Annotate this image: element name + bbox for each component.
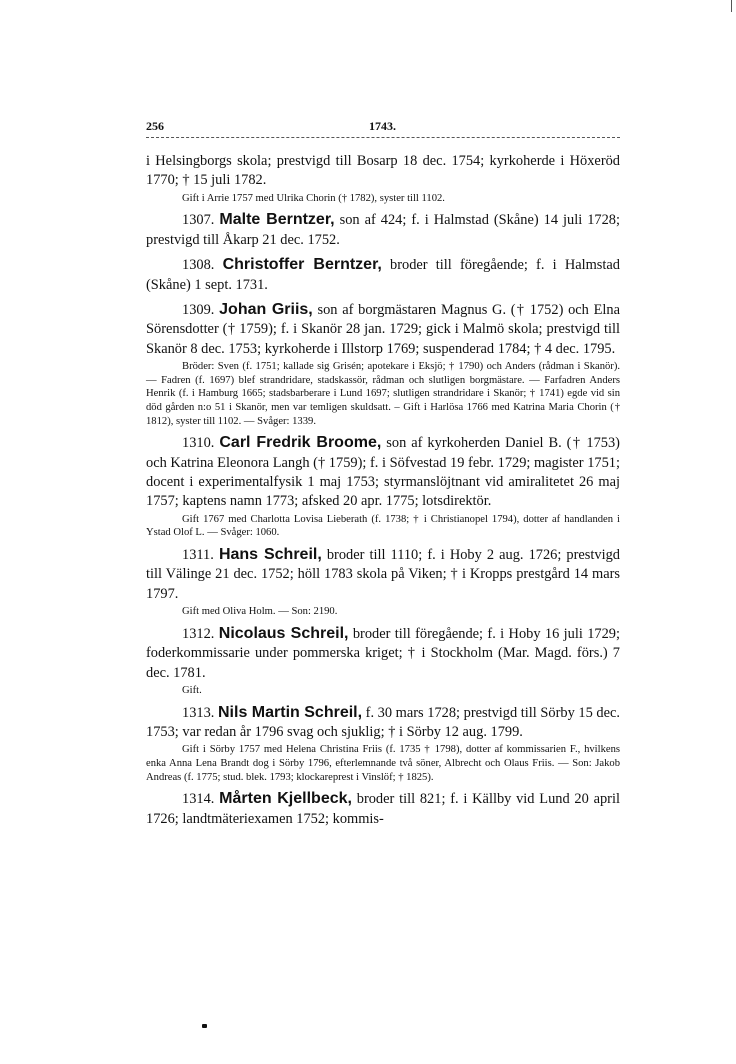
entry-note: Gift med Oliva Holm. — Son: 2190. [182, 606, 338, 618]
entry-1312 [146, 624, 620, 698]
entry-number: 1309. [182, 302, 215, 319]
entry-name: Hans Schreil, [218, 546, 322, 564]
entry-text: broder till 821; f. i Källby vid Lund 20 april 1726; landtmäteriexamen 1752; kommis- [146, 791, 620, 827]
entry-1308 [146, 255, 620, 295]
entry-text: broder till 1110; f. i Hoby 2 aug. 1726; prestvigd till Välinge 21 dec. 1752; höll 1783 skola på Viken; † i Kropps prestgård 14 mars 1797. [146, 547, 620, 602]
entry-1310 [146, 433, 620, 540]
entry-note: Bröder: Sven (f. 1751; kallade sig Grisén; apotekare i Eksjö; † 1790) och Anders (rådman i Skanör). — Fadren (f. 1697) blef strandridare, stadskassör, rådman och slutligen borgmästare. — Farfadren Anders Henrik (f. i Hamburg 1665; stadsbarberare i Lund 1697; slutligen strandridare i Skanör; † 1741) egde vid sin död gården n:o 51 i Skanör, men var temligen skuldsatt. – Gift i Harlösa 1766 med Katrina Maria Chorin († 1812), syster till 1102. — Svåger: 1339. [146, 361, 620, 427]
entry-1309 [146, 300, 620, 428]
entry-text: son af kyrkoherden Daniel B. († 1753) och Katrina Eleonora Langh († 1759); f. i Söfvestad 19 febr. 1729; magister 1751; docent i experimentalfysik 1 maj 1753; styrmanslöjtnant vid amiralitetet 26 maj 1757; kaptens namn 1773; afsked 20 apr. 1775; lotsdirektör. [146, 435, 620, 510]
entry-note: Gift 1767 med Charlotta Lovisa Lieberath (f. 1738; † i Christianopel 1794), dotter af handlanden i Ystad Olof L. — Svåger: 1060. [146, 513, 620, 539]
entry-name: Johan Griis, [219, 301, 313, 319]
entry-note: Gift i Sörby 1757 med Helena Christina Friis (f. 1735 † 1798), dotter af kommissarien F., hvilkens enka Anna Lena Brandt dog i Sörby 1796, efterlemnande två söner, Albrecht och Olaus Friis. — Son: Jakob Andreas (f. 1775; stud. blek. 1793; klockareprest i Vinslöf; † 1825). [146, 744, 620, 783]
entry-name: Christoffer Berntzer, [222, 256, 382, 274]
entry-text: f. 30 mars 1728; prestvigd till Sörby 15 dec. 1753; var redan år 1796 svag och sjuklig; † i Sörby 12 aug. 1799. [146, 704, 620, 741]
entry-text: son af borgmästaren Magnus G. († 1752) och Elna Sörensdotter († 1759); f. i Skanör 28 jan. 1729; gick i Malmö skola; prestvigd till Skanör 8 dec. 1753; kyrkoherde i Illstorp 1769; suspenderad 1784; † 4 dec. 1795. [146, 302, 620, 357]
entry-1307 [146, 210, 620, 250]
intro-note: Gift i Arrie 1757 med Ulrika Chorin († 1782), syster till 1102. [182, 192, 445, 204]
running-year: 1743. [369, 119, 396, 133]
entry-number: 1308. [182, 257, 215, 274]
entry-name: Malte Berntzer, [219, 211, 335, 229]
running-header [146, 119, 620, 135]
entry-1314 [146, 789, 620, 829]
entry-number: 1312. [182, 625, 215, 642]
intro-text: i Helsingborgs skola; prestvigd till Bosarp 18 dec. 1754; kyrkoherde i Höxeröd 1770; † 15 juli 1782. [146, 153, 620, 189]
entry-name: Nicolaus Schreil, [218, 624, 349, 642]
entry-name: Carl Fredrik Broome, [219, 434, 382, 452]
entry-text: broder till föregående; f. i Hoby 16 juli 1729; foderkommissarie under pommerska kriget; † i Stockholm (Mar. Magd. förs.) 7 dec. 1781. [146, 625, 620, 681]
entry-name: Mårten Kjellbeck, [219, 790, 352, 808]
entry-number: 1313. [182, 704, 215, 721]
entry-1313 [146, 703, 620, 785]
page-body [146, 152, 620, 829]
entry-1311 [146, 545, 620, 619]
entry-text: son af 424; f. i Halmstad (Skåne) 14 juli 1728; prestvigd till Åkarp 21 dec. 1752. [146, 212, 620, 248]
entry-note: Gift. [182, 685, 202, 697]
entry-number: 1307. [182, 212, 215, 229]
entry-text: broder till föregående; f. i Halmstad (Skåne) 1 sept. 1731. [146, 257, 620, 293]
page-number: 256 [146, 119, 164, 133]
entry-number: 1314. [182, 791, 215, 808]
ink-speck [202, 1024, 207, 1028]
entry-number: 1310. [182, 435, 215, 452]
scan-margin-mark [731, 0, 732, 12]
header-rule [146, 137, 620, 138]
entry-number: 1311. [182, 547, 214, 564]
entry-name: Nils Martin Schreil, [218, 703, 363, 721]
